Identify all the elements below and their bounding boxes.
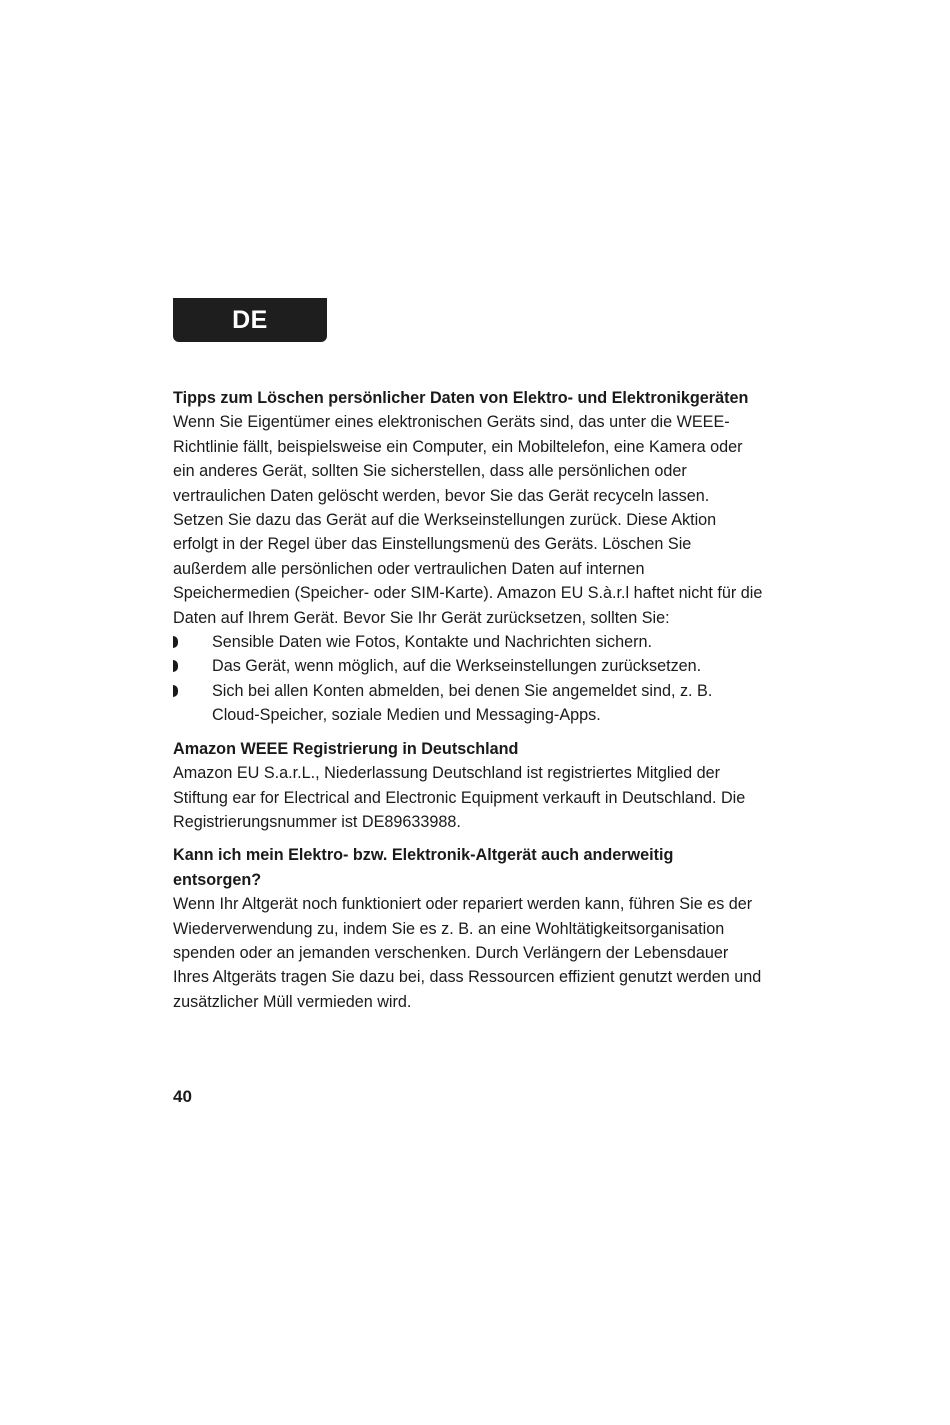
list-item — [173, 630, 763, 654]
list-item — [173, 654, 763, 678]
section-body: Amazon EU S.a.r.L., Niederlassung Deutschland ist registriertes Mitglied der Stiftung ear for Electrical and Electronic Equipment verkauft in Deutschland. Die Registrierungsnummer ist DE89633988. — [173, 764, 746, 831]
bullet-icon — [173, 636, 178, 648]
document-content — [173, 386, 763, 1023]
list-item-text: Sensible Daten wie Fotos, Kontakte und Nachrichten sichern. — [212, 633, 653, 652]
section-title: Kann ich mein Elektro- bzw. Elektronik-Altgerät auch anderweitig entsorgen? — [173, 846, 674, 889]
bullet-icon — [173, 660, 178, 672]
language-tab: DE — [173, 298, 327, 342]
section-data-deletion-tips — [173, 386, 763, 728]
list-item — [173, 679, 763, 728]
section-title: Amazon WEEE Registrierung in Deutschland — [173, 739, 519, 758]
section-body: Wenn Ihr Altgerät noch funktioniert oder repariert werden kann, führen Sie es der Wiederverwendung zu, indem Sie es z. B. an eine Wohltätigkeitsorganisation spenden oder an jemanden verschenken. Durch Verlängern der Lebensdauer Ihres Altgeräts tragen Sie dazu bei, dass Ressourcen effizient genutzt werden und zusätzlicher Müll vermieden wird. — [173, 895, 762, 1011]
page-number: 40 — [173, 1087, 192, 1106]
list-item-text: Sich bei allen Konten abmelden, bei denen Sie angemeldet sind, z. B. Cloud-Speicher, soziale Medien und Messaging-Apps. — [212, 681, 713, 725]
section-body: Wenn Sie Eigentümer eines elektronischen Geräts sind, das unter die WEEE-Richtlinie fällt, beispielsweise ein Computer, ein Mobiltelefon, eine Kamera oder ein anderes Gerät, sollten Sie sicherstellen, dass alle persönlichen oder vertraulichen Daten gelöscht werden, bevor Sie das Gerät recyceln lassen. Setzen Sie dazu das Gerät auf die Werkseinstellungen zurück. Diese Aktion erfolgt in der Regel über das Einstellungsmenü des Geräts. Löschen Sie außerdem alle persönlichen oder vertraulichen Daten auf internen Speichermedien (Speicher- oder SIM-Karte). Amazon EU S.à.r.l haftet nicht für die Daten auf Ihrem Gerät. Bevor Sie Ihr Gerät zurücksetzen, sollten Sie: — [173, 413, 763, 627]
section-weee-registration — [173, 737, 763, 835]
bullet-list — [173, 630, 763, 728]
section-alternative-disposal — [173, 843, 763, 1014]
list-item-text: Das Gerät, wenn möglich, auf die Werkseinstellungen zurücksetzen. — [212, 657, 702, 676]
section-title: Tipps zum Löschen persönlicher Daten von Elektro- und Elektronikgeräten — [173, 389, 749, 407]
bullet-icon — [173, 685, 178, 697]
